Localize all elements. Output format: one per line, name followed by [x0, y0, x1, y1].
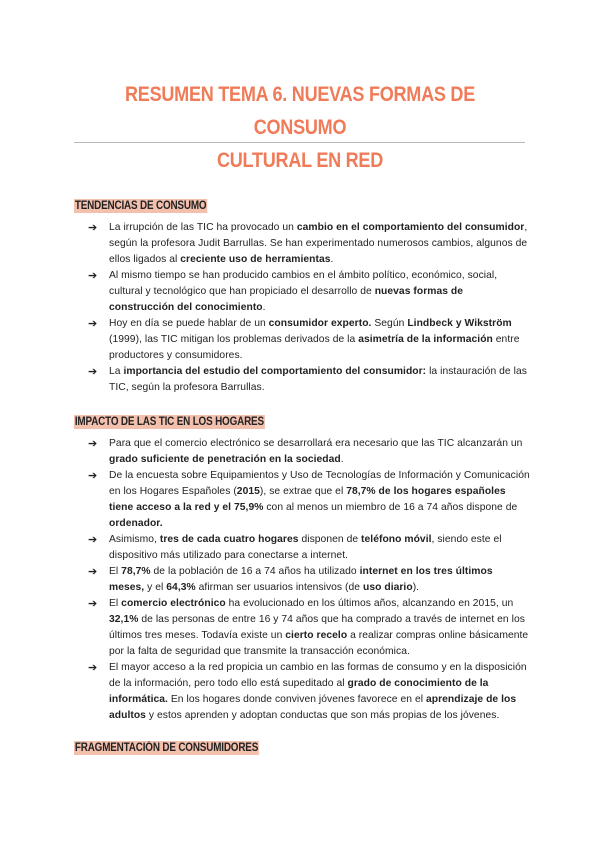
- text-run: disponen de: [298, 534, 362, 545]
- bullet-list: [74, 436, 530, 724]
- bullet-item: [74, 564, 530, 596]
- bullet-item: [74, 468, 530, 532]
- text-run: El: [109, 598, 122, 609]
- title-line-1: RESUMEN TEMA 6. NUEVAS FORMAS DE CONSUMO: [125, 83, 475, 139]
- arrow-bullet-icon: ➔: [88, 534, 98, 546]
- bold-text: teléfono móvil: [361, 534, 432, 545]
- text-run: con al menos un miembro de 16 a 74 años dispone de: [263, 502, 518, 513]
- bullet-item: [74, 596, 530, 660]
- bold-text: 32,1%: [109, 614, 139, 625]
- section-tendencias: [74, 196, 530, 396]
- text-run: Para que el comercio electrónico se desarrollará era necesario que las TIC alcanzarán un: [109, 438, 523, 449]
- bullet-item: [74, 660, 530, 724]
- section-heading: TENDENCIAS DE CONSUMO: [74, 200, 207, 212]
- bullet-item: [74, 436, 530, 468]
- text-run: .: [330, 254, 334, 265]
- bold-text: tres de cada cuatro hogares: [159, 534, 299, 545]
- title-divider: [74, 142, 525, 143]
- text-run: El mayor acceso a la red propicia un cambio en las formas de consumo y en la disposición de la información, pero todo ello está supeditado al: [109, 662, 527, 689]
- text-run: La irrupción de las TIC ha provocado un: [109, 222, 297, 233]
- bold-text: consumidor experto.: [268, 318, 372, 329]
- bullet-item: [74, 364, 530, 396]
- text-run: Según: [371, 318, 408, 329]
- arrow-bullet-icon: ➔: [88, 438, 98, 450]
- arrow-bullet-icon: ➔: [88, 662, 98, 674]
- arrow-bullet-icon: ➔: [88, 598, 98, 610]
- text-run: de la población de 16 a 74 años ha utilizado: [150, 566, 360, 577]
- arrow-bullet-icon: ➔: [88, 318, 98, 330]
- section-heading: IMPACTO DE LAS TIC EN LOS HOGARES: [74, 416, 264, 428]
- bold-text: internet en los tres últimos meses,: [109, 566, 493, 593]
- bold-text: 78,7% de los hogares españoles tiene acceso a la red y el 75,9%: [109, 486, 506, 513]
- arrow-bullet-icon: ➔: [88, 566, 98, 578]
- text-run: (1999), las TIC mitigan los problemas derivados de la: [109, 334, 359, 345]
- text-run: a realizar compras online básicamente por la falta de seguridad que transmite la transacción económica.: [109, 630, 529, 657]
- arrow-bullet-icon: ➔: [88, 270, 98, 282]
- arrow-bullet-icon: ➔: [88, 222, 98, 234]
- text-run: .: [340, 454, 344, 465]
- document-title: [94, 78, 507, 177]
- bold-text: nuevas formas de construcción del conocimiento: [109, 286, 464, 313]
- bold-text: 78,7%: [121, 566, 151, 577]
- bold-text: grado suficiente de penetración en la sociedad: [109, 454, 341, 465]
- bold-text: Lindbeck y Wikström: [407, 318, 512, 329]
- text-run: En los hogares donde conviven jóvenes favorece en el: [167, 694, 426, 705]
- bold-text: comercio electrónico: [121, 598, 226, 609]
- bold-text: 2015: [236, 486, 260, 497]
- text-run: la instauración de las TIC, según la profesora Barrullas.: [109, 366, 527, 393]
- bullet-item: [74, 220, 530, 268]
- text-run: Al mismo tiempo se han producido cambios en el ámbito político, económico, social, cultural y tecnológico que han propiciado el desarrollo de: [109, 270, 498, 297]
- bold-text: asimetría de la información: [358, 334, 493, 345]
- bold-text: importancia del estudio del comportamiento del consumidor:: [123, 366, 427, 377]
- bold-text: 64,3%: [166, 582, 196, 593]
- text-run: afirman ser usuarios intensivos (de: [195, 582, 363, 593]
- section-fragmentacion: [74, 738, 530, 762]
- text-run: y estos aprenden y adoptan conductas que son más propias de los jóvenes.: [145, 710, 500, 721]
- text-run: La: [109, 366, 124, 377]
- section-impacto: [74, 412, 530, 724]
- bullet-item: [74, 268, 530, 316]
- bold-text: grado de conocimiento de la informática.: [109, 678, 489, 705]
- text-run: Hoy en día se puede hablar de un: [109, 318, 269, 329]
- text-run: El: [109, 566, 122, 577]
- text-run: y el: [144, 582, 167, 593]
- arrow-bullet-icon: ➔: [88, 470, 98, 482]
- text-run: ).: [412, 582, 420, 593]
- arrow-bullet-icon: ➔: [88, 366, 98, 378]
- bold-text: cambio en el comportamiento del consumidor: [296, 222, 525, 233]
- bold-text: cierto recelo: [285, 630, 348, 641]
- text-run: Asimismo,: [109, 534, 160, 545]
- text-run: ha evolucionado en los últimos años, alcanzando en 2015, un: [225, 598, 514, 609]
- bullet-item: [74, 532, 530, 564]
- bold-text: aprendizaje de los adultos: [109, 694, 517, 721]
- text-run: De la encuesta sobre Equipamientos y Uso de Tecnologías de Información y Comunicación en los Hogares Españoles (: [109, 470, 530, 497]
- bullet-item: [74, 316, 530, 364]
- text-run: de las personas de entre 16 y 74 años que ha comprado a través de internet en los últimos tres meses. Todavía existe un: [109, 614, 525, 641]
- bold-text: uso diario: [362, 582, 413, 593]
- text-run: entre productores y consumidores.: [109, 334, 520, 361]
- text-run: .: [262, 302, 266, 313]
- bullet-list: [74, 220, 530, 396]
- text-run: , según la profesora Judit Barrullas. Se han experimentado numerosos cambios, algunos de ellos ligados al: [109, 222, 528, 265]
- bold-text: creciente uso de herramientas: [180, 254, 331, 265]
- title-line-2: CULTURAL EN RED: [216, 149, 384, 172]
- text-run: , siendo este el dispositivo más utilizado para conectarse a internet.: [109, 534, 502, 561]
- text-run: ), se extrae que el: [259, 486, 347, 497]
- bold-text: ordenador.: [109, 518, 163, 529]
- section-heading: FRAGMENTACIÓN DE CONSUMIDORES: [74, 742, 259, 754]
